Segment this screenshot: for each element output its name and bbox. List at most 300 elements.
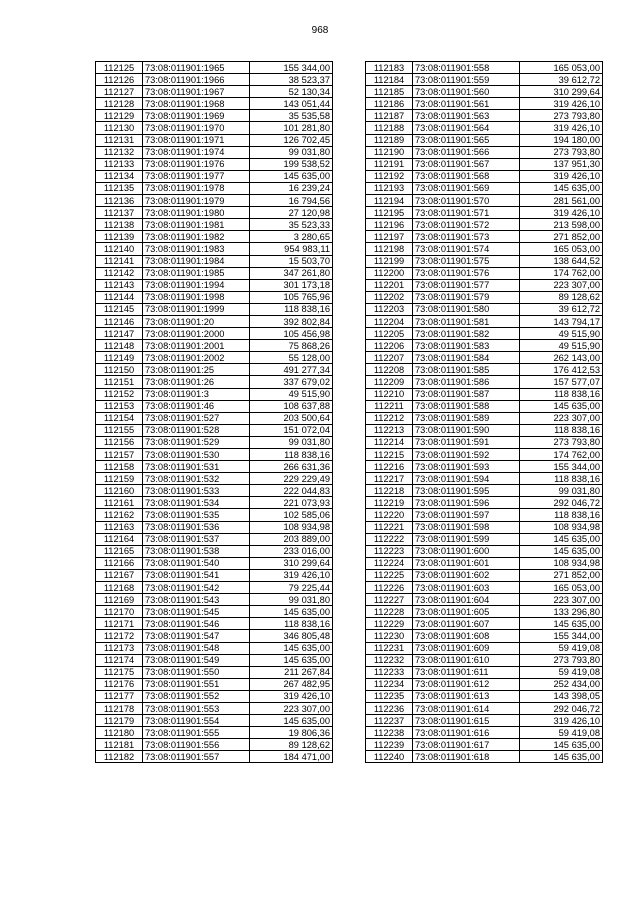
- table-row: [96, 340, 333, 352]
- table-row: [366, 364, 603, 376]
- cadastral-value: 176 412,53: [520, 364, 603, 376]
- row-number: 112137: [96, 207, 143, 219]
- table-row: [96, 412, 333, 424]
- cadastral-number: 73:08:011901:531: [143, 461, 250, 473]
- cadastral-value: 174 762,00: [520, 267, 603, 279]
- table-row: [96, 388, 333, 400]
- cadastral-number: 73:08:011901:567: [413, 158, 520, 170]
- row-number: 112205: [366, 328, 413, 340]
- cadastral-value: 27 120,98: [250, 207, 333, 219]
- cadastral-number: 73:08:011901:1982: [143, 231, 250, 243]
- row-number: 112206: [366, 340, 413, 352]
- cadastral-number: 73:08:011901:3: [143, 388, 250, 400]
- cadastral-value: 145 635,00: [250, 170, 333, 182]
- cadastral-number: 73:08:011901:1974: [143, 146, 250, 158]
- row-number: 112175: [96, 666, 143, 678]
- row-number: 112132: [96, 146, 143, 158]
- table-row: [96, 509, 333, 521]
- cadastral-value: 346 805,48: [250, 630, 333, 642]
- cadastral-value: 347 261,80: [250, 267, 333, 279]
- cadastral-value: 267 482,95: [250, 678, 333, 690]
- table-row: [366, 86, 603, 98]
- cadastral-value: 337 679,02: [250, 376, 333, 388]
- page-number: 968: [311, 25, 329, 36]
- cadastral-value: 16 239,24: [250, 182, 333, 194]
- cadastral-value: 155 344,00: [520, 630, 603, 642]
- cadastral-value: 223 307,00: [520, 594, 603, 606]
- row-number: 112212: [366, 412, 413, 424]
- cadastral-number: 73:08:011901:1979: [143, 195, 250, 207]
- cadastral-number: 73:08:011901:1984: [143, 255, 250, 267]
- table-row: [96, 231, 333, 243]
- cadastral-value: 133 296,80: [520, 606, 603, 618]
- row-number: 112143: [96, 279, 143, 291]
- cadastral-number: 73:08:011901:603: [413, 582, 520, 594]
- row-number: 112164: [96, 533, 143, 545]
- row-number: 112192: [366, 170, 413, 182]
- cadastral-value: 203 889,00: [250, 533, 333, 545]
- table-row: [366, 158, 603, 170]
- cadastral-value: 3 280,65: [250, 231, 333, 243]
- cadastral-number: 73:08:011901:1994: [143, 279, 250, 291]
- row-number: 112183: [366, 62, 413, 74]
- cadastral-number: 73:08:011901:536: [143, 521, 250, 533]
- cadastral-number: 73:08:011901:1969: [143, 110, 250, 122]
- cadastral-number: 73:08:011901:615: [413, 715, 520, 727]
- table-row: [96, 364, 333, 376]
- row-number: 112159: [96, 473, 143, 485]
- cadastral-number: 73:08:011901:529: [143, 436, 250, 448]
- cadastral-number: 73:08:011901:546: [143, 618, 250, 630]
- cadastral-number: 73:08:011901:594: [413, 473, 520, 485]
- cadastral-value: 174 762,00: [520, 449, 603, 461]
- row-number: 112203: [366, 303, 413, 315]
- cadastral-number: 73:08:011901:549: [143, 654, 250, 666]
- table-row: [366, 279, 603, 291]
- row-number: 112152: [96, 388, 143, 400]
- cadastral-value: 271 852,00: [520, 569, 603, 581]
- table-row: [96, 449, 333, 461]
- cadastral-value: 143 794,17: [520, 315, 603, 327]
- row-number: 112218: [366, 485, 413, 497]
- cadastral-number: 73:08:011901:535: [143, 509, 250, 521]
- cadastral-value: 213 598,00: [520, 219, 603, 231]
- cadastral-number: 73:08:011901:611: [413, 666, 520, 678]
- cadastral-number: 73:08:011901:610: [413, 654, 520, 666]
- row-number: 112179: [96, 715, 143, 727]
- cadastral-value: 39 612,72: [520, 74, 603, 86]
- row-number: 112237: [366, 715, 413, 727]
- row-number: 112128: [96, 98, 143, 110]
- cadastral-number: 73:08:011901:528: [143, 424, 250, 436]
- table-row: [96, 642, 333, 654]
- table-row: [366, 582, 603, 594]
- row-number: 112193: [366, 182, 413, 194]
- cadastral-value: 229 229,49: [250, 473, 333, 485]
- table-row: [366, 606, 603, 618]
- table-row: [366, 594, 603, 606]
- cadastral-number: 73:08:011901:550: [143, 666, 250, 678]
- table-row: [366, 182, 603, 194]
- row-number: 112166: [96, 557, 143, 569]
- cadastral-number: 73:08:011901:537: [143, 533, 250, 545]
- cadastral-value: 105 765,96: [250, 291, 333, 303]
- cadastral-value: 194 180,00: [520, 134, 603, 146]
- cadastral-number: 73:08:011901:533: [143, 485, 250, 497]
- row-number: 112238: [366, 727, 413, 739]
- row-number: 112213: [366, 424, 413, 436]
- row-number: 112195: [366, 207, 413, 219]
- table-row: [366, 303, 603, 315]
- cadastral-number: 73:08:011901:593: [413, 461, 520, 473]
- cadastral-number: 73:08:011901:579: [413, 291, 520, 303]
- cadastral-value: 273 793,80: [520, 436, 603, 448]
- cadastral-number: 73:08:011901:584: [413, 352, 520, 364]
- cadastral-value: 145 635,00: [520, 545, 603, 557]
- table-row: [96, 618, 333, 630]
- row-number: 112151: [96, 376, 143, 388]
- row-number: 112191: [366, 158, 413, 170]
- table-row: [366, 110, 603, 122]
- cadastral-value: 99 031,80: [250, 146, 333, 158]
- table-row: [366, 400, 603, 412]
- cadastral-number: 73:08:011901:2002: [143, 352, 250, 364]
- cadastral-value: 108 934,98: [520, 521, 603, 533]
- row-number: 112236: [366, 702, 413, 714]
- table-row: [96, 195, 333, 207]
- cadastral-value: 15 503,70: [250, 255, 333, 267]
- table-row: [366, 243, 603, 255]
- table-row: [96, 485, 333, 497]
- cadastral-number: 73:08:011901:556: [143, 739, 250, 751]
- table-row: [366, 231, 603, 243]
- table-row: [96, 715, 333, 727]
- cadastral-value: 145 635,00: [250, 642, 333, 654]
- table-row: [96, 146, 333, 158]
- table-row: [96, 582, 333, 594]
- cadastral-number: 73:08:011901:613: [413, 690, 520, 702]
- row-number: 112217: [366, 473, 413, 485]
- table-row: [96, 110, 333, 122]
- cadastral-number: 73:08:011901:570: [413, 195, 520, 207]
- table-row: [366, 122, 603, 134]
- row-number: 112184: [366, 74, 413, 86]
- row-number: 112162: [96, 509, 143, 521]
- row-number: 112174: [96, 654, 143, 666]
- table-row: [96, 569, 333, 581]
- row-number: 112202: [366, 291, 413, 303]
- row-number: 112134: [96, 170, 143, 182]
- cadastral-value: 145 635,00: [520, 533, 603, 545]
- cadastral-value: 118 838,16: [520, 473, 603, 485]
- row-number: 112208: [366, 364, 413, 376]
- cadastral-number: 73:08:011901:602: [413, 569, 520, 581]
- cadastral-number: 73:08:011901:1968: [143, 98, 250, 110]
- table-row: [366, 497, 603, 509]
- cadastral-value: 102 585,06: [250, 509, 333, 521]
- cadastral-value: 138 644,52: [520, 255, 603, 267]
- cadastral-value: 59 419,08: [520, 666, 603, 678]
- row-number: 112230: [366, 630, 413, 642]
- cadastral-number: 73:08:011901:1965: [143, 62, 250, 74]
- table-row: [366, 557, 603, 569]
- cadastral-value: 165 053,00: [520, 582, 603, 594]
- row-number: 112153: [96, 400, 143, 412]
- cadastral-number: 73:08:011901:561: [413, 98, 520, 110]
- cadastral-value: 319 426,10: [520, 122, 603, 134]
- table-row: [366, 328, 603, 340]
- table-row: [96, 243, 333, 255]
- cadastral-number: 73:08:011901:532: [143, 473, 250, 485]
- cadastral-value: 49 515,90: [520, 340, 603, 352]
- cadastral-value: 273 793,80: [520, 110, 603, 122]
- cadastral-value: 392 802,84: [250, 315, 333, 327]
- row-number: 112189: [366, 134, 413, 146]
- cadastral-number: 73:08:011901:1998: [143, 291, 250, 303]
- cadastral-number: 73:08:011901:596: [413, 497, 520, 509]
- row-number: 112138: [96, 219, 143, 231]
- table-row: [96, 533, 333, 545]
- cadastral-number: 73:08:011901:542: [143, 582, 250, 594]
- cadastral-value: 108 934,98: [520, 557, 603, 569]
- row-number: 112233: [366, 666, 413, 678]
- cadastral-value: 99 031,80: [520, 485, 603, 497]
- cadastral-value: 75 868,26: [250, 340, 333, 352]
- cadastral-value: 157 577,07: [520, 376, 603, 388]
- row-number: 112188: [366, 122, 413, 134]
- cadastral-number: 73:08:011901:1971: [143, 134, 250, 146]
- cadastral-number: 73:08:011901:558: [413, 62, 520, 74]
- table-row: [366, 134, 603, 146]
- cadastral-number: 73:08:011901:557: [143, 751, 250, 763]
- cadastral-value: 292 046,72: [520, 497, 603, 509]
- row-number: 112215: [366, 449, 413, 461]
- cadastral-number: 73:08:011901:1981: [143, 219, 250, 231]
- cadastral-number: 73:08:011901:568: [413, 170, 520, 182]
- cadastral-number: 73:08:011901:545: [143, 606, 250, 618]
- cadastral-value: 118 838,16: [250, 618, 333, 630]
- cadastral-value: 165 053,00: [520, 243, 603, 255]
- row-number: 112216: [366, 461, 413, 473]
- cadastral-value: 155 344,00: [250, 62, 333, 74]
- table-row: [366, 98, 603, 110]
- table-row: [366, 473, 603, 485]
- cadastral-number: 73:08:011901:573: [413, 231, 520, 243]
- table-row: [96, 521, 333, 533]
- row-number: 112223: [366, 545, 413, 557]
- cadastral-value: 35 535,58: [250, 110, 333, 122]
- cadastral-value: 118 838,16: [520, 509, 603, 521]
- cadastral-number: 73:08:011901:530: [143, 449, 250, 461]
- cadastral-number: 73:08:011901:609: [413, 642, 520, 654]
- row-number: 112225: [366, 569, 413, 581]
- cadastral-value: 108 934,98: [250, 521, 333, 533]
- table-row: [366, 521, 603, 533]
- cadastral-value: 319 426,10: [520, 207, 603, 219]
- row-number: 112190: [366, 146, 413, 158]
- cadastral-number: 73:08:011901:585: [413, 364, 520, 376]
- table-row: [366, 630, 603, 642]
- row-number: 112139: [96, 231, 143, 243]
- table-row: [96, 424, 333, 436]
- row-number: 112136: [96, 195, 143, 207]
- table-row: [96, 751, 333, 763]
- cadastral-number: 73:08:011901:591: [413, 436, 520, 448]
- row-number: 112207: [366, 352, 413, 364]
- table-row: [96, 74, 333, 86]
- table-row: [96, 606, 333, 618]
- cadastral-value: 222 044,83: [250, 485, 333, 497]
- row-number: 112146: [96, 315, 143, 327]
- row-number: 112148: [96, 340, 143, 352]
- table-row: [96, 315, 333, 327]
- row-number: 112198: [366, 243, 413, 255]
- row-number: 112231: [366, 642, 413, 654]
- row-number: 112141: [96, 255, 143, 267]
- row-number: 112234: [366, 678, 413, 690]
- table-row: [96, 267, 333, 279]
- row-number: 112201: [366, 279, 413, 291]
- table-row: [96, 678, 333, 690]
- table-row: [366, 727, 603, 739]
- row-number: 112177: [96, 690, 143, 702]
- cadastral-value: 79 225,44: [250, 582, 333, 594]
- cadastral-number: 73:08:011901:604: [413, 594, 520, 606]
- table-row: [366, 207, 603, 219]
- table-row: [96, 473, 333, 485]
- cadastral-number: 73:08:011901:554: [143, 715, 250, 727]
- cadastral-value: 233 016,00: [250, 545, 333, 557]
- table-row: [366, 74, 603, 86]
- cadastral-number: 73:08:011901:2000: [143, 328, 250, 340]
- cadastral-number: 73:08:011901:608: [413, 630, 520, 642]
- cadastral-value: 252 434,00: [520, 678, 603, 690]
- cadastral-value: 38 523,37: [250, 74, 333, 86]
- cadastral-number: 73:08:011901:540: [143, 557, 250, 569]
- cadastral-value: 273 793,80: [520, 654, 603, 666]
- cadastral-value: 491 277,34: [250, 364, 333, 376]
- cadastral-number: 73:08:011901:571: [413, 207, 520, 219]
- table-row: [96, 497, 333, 509]
- cadastral-number: 73:08:011901:618: [413, 751, 520, 763]
- cadastral-value: 223 307,00: [250, 702, 333, 714]
- cadastral-value: 223 307,00: [520, 412, 603, 424]
- cadastral-value: 271 852,00: [520, 231, 603, 243]
- table-row: [366, 195, 603, 207]
- table-row: [96, 207, 333, 219]
- row-number: 112197: [366, 231, 413, 243]
- cadastral-number: 73:08:011901:588: [413, 400, 520, 412]
- row-number: 112142: [96, 267, 143, 279]
- cadastral-value: 89 128,62: [520, 291, 603, 303]
- cadastral-number: 73:08:011901:547: [143, 630, 250, 642]
- cadastral-value: 99 031,80: [250, 436, 333, 448]
- cadastral-number: 73:08:011901:20: [143, 315, 250, 327]
- cadastral-number: 73:08:011901:1985: [143, 267, 250, 279]
- row-number: 112135: [96, 182, 143, 194]
- row-number: 112165: [96, 545, 143, 557]
- cadastral-value: 292 046,72: [520, 702, 603, 714]
- cadastral-number: 73:08:011901:590: [413, 424, 520, 436]
- row-number: 112187: [366, 110, 413, 122]
- cadastral-number: 73:08:011901:580: [413, 303, 520, 315]
- cadastral-value: 319 426,10: [250, 690, 333, 702]
- table-row: [96, 86, 333, 98]
- table-row: [366, 702, 603, 714]
- row-number: 112224: [366, 557, 413, 569]
- cadastral-number: 73:08:011901:601: [413, 557, 520, 569]
- cadastral-value: 118 838,16: [250, 449, 333, 461]
- table-row: [366, 509, 603, 521]
- table-row: [96, 182, 333, 194]
- cadastral-number: 73:08:011901:541: [143, 569, 250, 581]
- cadastral-number: 73:08:011901:1970: [143, 122, 250, 134]
- table-row: [366, 751, 603, 763]
- row-number: 112228: [366, 606, 413, 618]
- row-number: 112170: [96, 606, 143, 618]
- row-number: 112173: [96, 642, 143, 654]
- row-number: 112240: [366, 751, 413, 763]
- cadastral-value: 118 838,16: [520, 388, 603, 400]
- row-number: 112176: [96, 678, 143, 690]
- cadastral-number: 73:08:011901:607: [413, 618, 520, 630]
- row-number: 112214: [366, 436, 413, 448]
- cadastral-value: 145 635,00: [520, 751, 603, 763]
- table-row: [96, 98, 333, 110]
- table-row: [96, 170, 333, 182]
- cadastral-number: 73:08:011901:551: [143, 678, 250, 690]
- row-number: 112144: [96, 291, 143, 303]
- cadastral-number: 73:08:011901:563: [413, 110, 520, 122]
- table-row: [96, 690, 333, 702]
- table-row: [366, 485, 603, 497]
- cadastral-value: 108 637,88: [250, 400, 333, 412]
- cadastral-number: 73:08:011901:599: [413, 533, 520, 545]
- cadastral-number: 73:08:011901:574: [413, 243, 520, 255]
- table-row: [366, 267, 603, 279]
- table-row: [366, 340, 603, 352]
- cadastral-number: 73:08:011901:583: [413, 340, 520, 352]
- cadastral-number: 73:08:011901:566: [413, 146, 520, 158]
- cadastral-number: 73:08:011901:2001: [143, 340, 250, 352]
- table-row: [366, 424, 603, 436]
- row-number: 112180: [96, 727, 143, 739]
- row-number: 112178: [96, 702, 143, 714]
- cadastral-value: 49 515,90: [250, 388, 333, 400]
- cadastral-number: 73:08:011901:553: [143, 702, 250, 714]
- cadastral-number: 73:08:011901:564: [413, 122, 520, 134]
- cadastral-number: 73:08:011901:1980: [143, 207, 250, 219]
- row-number: 112204: [366, 315, 413, 327]
- row-number: 112235: [366, 690, 413, 702]
- row-number: 112239: [366, 739, 413, 751]
- row-number: 112199: [366, 255, 413, 267]
- cadastral-number: 73:08:011901:538: [143, 545, 250, 557]
- cadastral-value: 155 344,00: [520, 461, 603, 473]
- cadastral-value: 199 538,52: [250, 158, 333, 170]
- table-row: [366, 569, 603, 581]
- table-row: [96, 702, 333, 714]
- row-number: 112133: [96, 158, 143, 170]
- cadastral-value: 137 951,30: [520, 158, 603, 170]
- cadastral-value: 954 983,11: [250, 243, 333, 255]
- cadastral-number: 73:08:011901:543: [143, 594, 250, 606]
- table-row: [96, 739, 333, 751]
- cadastral-number: 73:08:011901:1966: [143, 74, 250, 86]
- table-row: [96, 291, 333, 303]
- table-row: [96, 158, 333, 170]
- cadastral-value: 165 053,00: [520, 62, 603, 74]
